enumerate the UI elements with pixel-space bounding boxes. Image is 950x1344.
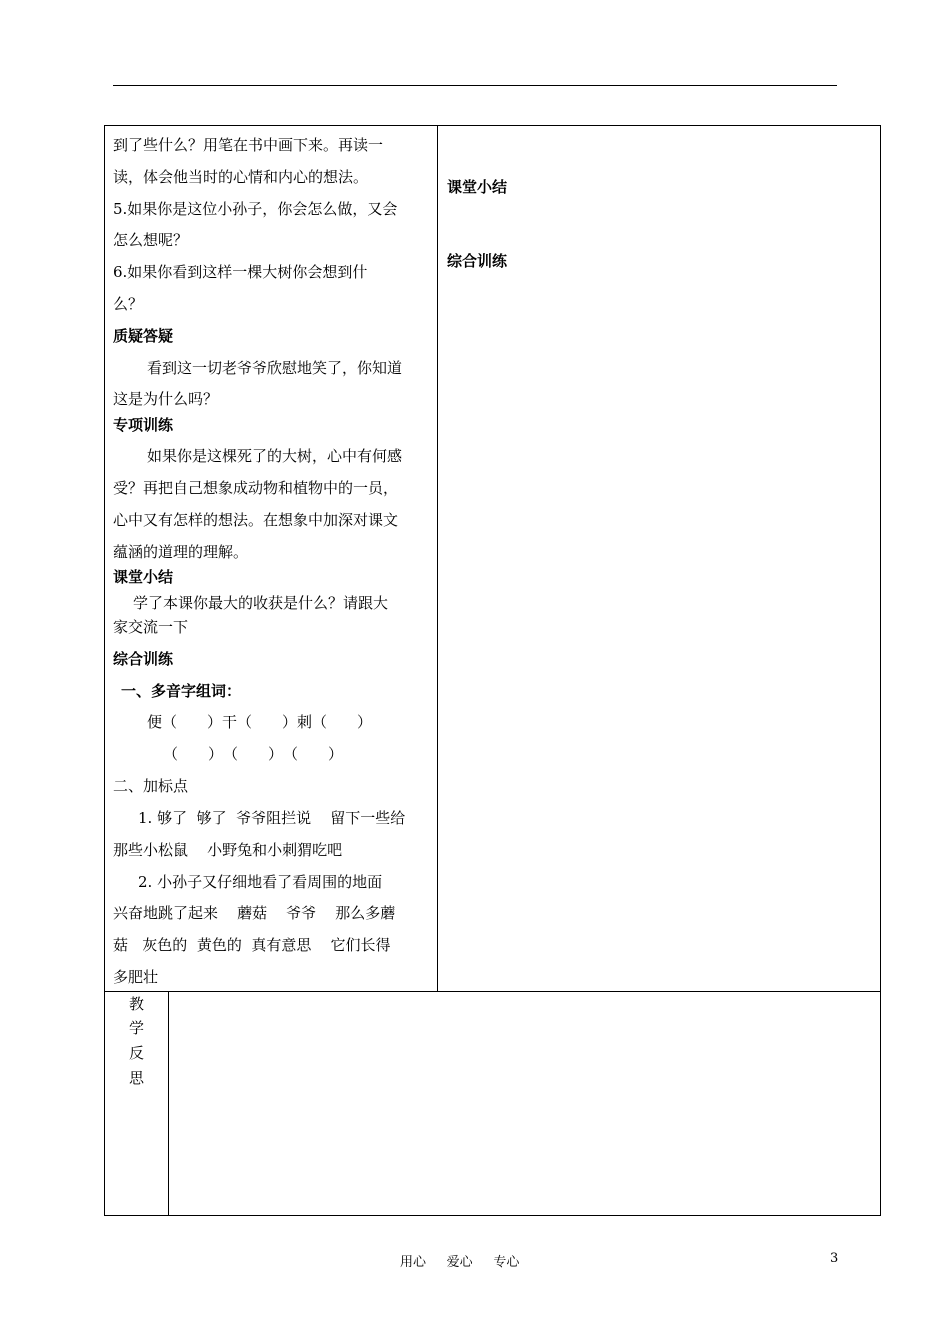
- text-line: 多肥壮: [113, 968, 159, 986]
- lesson-table: [104, 125, 881, 1216]
- text-line: 2. 小孙子又仔细地看了看周围的地面: [138, 873, 383, 891]
- text-line: 这是为什么吗？: [113, 390, 219, 408]
- reflection-divider: [168, 991, 169, 1216]
- section-heading: 质疑答疑: [113, 327, 174, 345]
- reflection-char: 思: [129, 1069, 145, 1087]
- section-heading: 综合训练: [113, 650, 174, 668]
- row-divider: [104, 991, 881, 992]
- section-heading: 专项训练: [113, 416, 174, 434]
- section-heading: 课堂小结: [113, 568, 174, 586]
- reflection-char: 反: [129, 1044, 145, 1062]
- polyphone-line: （ ） （ ） （ ）: [163, 745, 344, 763]
- right-summary-heading: 课堂小结: [447, 178, 508, 196]
- text-line: 那些小松鼠 小野兔和小刺猬吃吧: [113, 841, 343, 859]
- polyphone-line: 便（ ）干（ ）刺（ ）: [147, 713, 373, 731]
- text-line: 心中又有怎样的想法。在想象中加深对课文: [113, 511, 399, 529]
- right-training-heading: 综合训练: [447, 252, 508, 270]
- text-line: 读，体会他当时的心情和内心的想法。: [113, 168, 369, 186]
- column-divider: [437, 125, 438, 992]
- text-line: 学了本课你最大的收获是什么？请跟大: [133, 594, 389, 612]
- exercise-heading: 一、多音字组词：: [121, 682, 242, 700]
- text-line: 如果你是这棵死了的大树，心中有何感: [147, 447, 403, 465]
- text-line: 兴奋地跳了起来 蘑菇 爷爷 那么多蘑: [113, 904, 396, 922]
- reflection-char: 教: [129, 995, 145, 1013]
- footer-motto: 用心 爱心 专心: [400, 1255, 520, 1270]
- text-line: 6.如果你看到这样一棵大树你会想到什: [113, 263, 368, 281]
- header-rule: [113, 85, 837, 86]
- text-line: 5.如果你是这位小孙子，你会怎么做，又会: [113, 200, 398, 218]
- text-line: 怎么想呢？: [113, 231, 189, 249]
- text-line: 蕴涵的道理的理解。: [113, 543, 249, 561]
- text-line: 菇 灰色的 黄色的 真有意思 它们长得: [113, 936, 391, 954]
- reflection-char: 学: [129, 1019, 145, 1037]
- text-line: 到了些什么？用笔在书中画下来。再读一: [113, 136, 384, 154]
- text-line: 1. 够了 够了 爷爷阻拦说 留下一些给: [138, 809, 406, 827]
- text-line: 么？: [113, 295, 144, 313]
- text-line: 家交流一下: [113, 618, 189, 636]
- page-number: 3: [830, 1251, 839, 1266]
- exercise-heading: 二、加标点: [113, 777, 189, 795]
- text-line: 看到这一切老爷爷欣慰地笑了，你知道: [147, 359, 403, 377]
- text-line: 受？再把自己想象成动物和植物中的一员，: [113, 479, 399, 497]
